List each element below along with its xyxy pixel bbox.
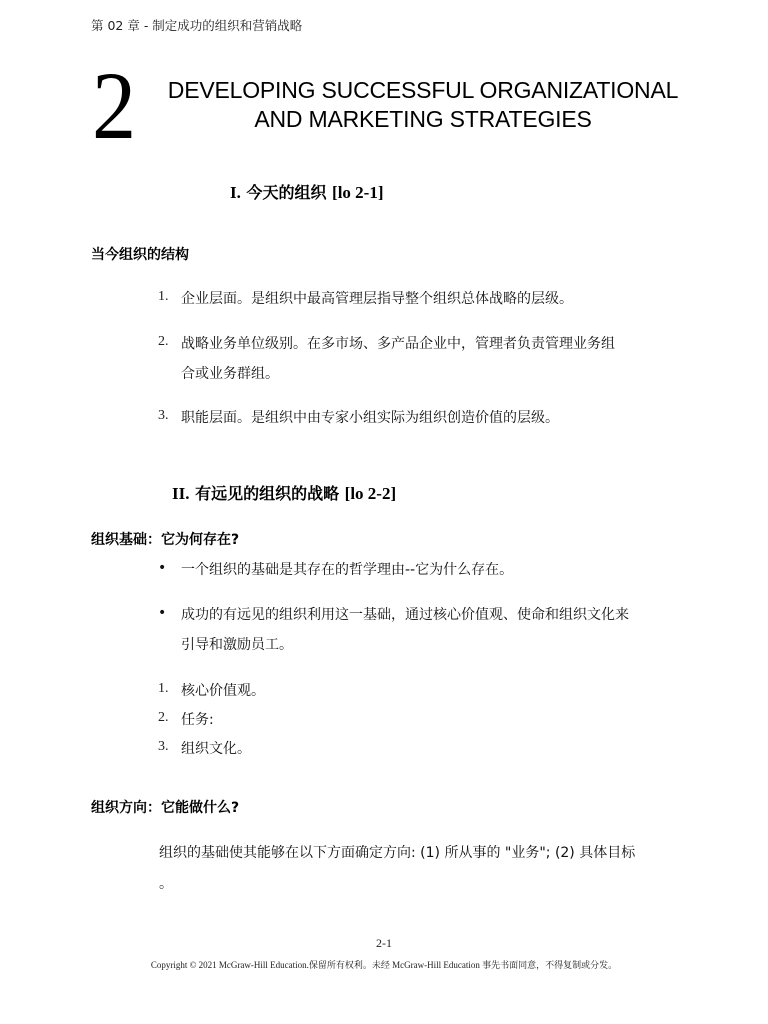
list-marker: 3. bbox=[158, 739, 169, 754]
section-2-lo: [lo 2-2] bbox=[344, 484, 397, 503]
list-item-text: 职能层面。是组织中由专家小组实际为组织创造价值的层级。 bbox=[181, 410, 559, 426]
section-2-roman: II. bbox=[172, 484, 190, 503]
chapter-title bbox=[158, 76, 688, 134]
section-2-subheading-foundation: 组织基础：它为何存在? bbox=[91, 532, 240, 548]
list-item-text: 企业层面。是组织中最高管理层指导整个组织总体战略的层级。 bbox=[181, 291, 573, 307]
section-1-title: 今天的组织 bbox=[246, 183, 327, 202]
list-item-text-continued: 合或业务群组。 bbox=[181, 366, 279, 382]
chapter-number: 2 bbox=[92, 52, 137, 159]
chapter-title-line-2: AND MARKETING STRATEGIES bbox=[254, 106, 592, 132]
page-number: 2-1 bbox=[376, 936, 392, 950]
list-item-text: 成功的有远见的组织利用这一基础，通过核心价值观、使命和组织文化来 bbox=[181, 607, 629, 623]
list-item-text: 战略业务单位级别。在多市场、多产品企业中，管理者负责管理业务组 bbox=[181, 336, 615, 352]
list-marker: 2. bbox=[158, 710, 169, 725]
section-1-roman: I. bbox=[230, 183, 241, 202]
list-item-text: 核心价值观。 bbox=[181, 683, 265, 699]
chapter-title-line-1: DEVELOPING SUCCESSFUL ORGANIZATIONAL bbox=[167, 77, 679, 103]
section-2-heading bbox=[172, 481, 396, 504]
list-item-text: 组织文化。 bbox=[181, 741, 251, 757]
list-marker: 2. bbox=[158, 334, 169, 349]
section-2-title: 有远见的组织的战略 bbox=[195, 484, 340, 503]
list-item-text-continued: 引导和激励员工。 bbox=[181, 637, 293, 653]
copyright-notice: Copyright © 2021 McGraw-Hill Education.保留所有权利。未经 McGraw-Hill Education 事先书面同意，不得复制或分发。 bbox=[150, 960, 618, 970]
list-marker: 1. bbox=[158, 681, 169, 696]
paragraph-line-2: 。 bbox=[159, 876, 173, 892]
list-marker: 1. bbox=[158, 289, 169, 304]
paragraph-line-1: 组织的基础使其能够在以下方面确定方向: (1) 所从事的 "业务"; (2) 具体目标 bbox=[159, 845, 636, 861]
section-2-subheading-direction: 组织方向：它能做什么? bbox=[91, 800, 240, 816]
list-item-text: 一个组织的基础是其存在的哲学理由--它为什么存在。 bbox=[181, 562, 514, 578]
section-1-heading bbox=[230, 180, 384, 203]
section-1-subheading: 当今组织的结构 bbox=[91, 247, 189, 263]
section-1-lo: [lo 2-1] bbox=[332, 183, 384, 202]
list-marker: 3. bbox=[158, 408, 169, 423]
list-item-text: 任务: bbox=[181, 712, 214, 728]
bullet-marker: • bbox=[158, 605, 167, 621]
bullet-marker: • bbox=[158, 560, 167, 576]
running-head: 第 02 章 - 制定成功的组织和营销战略 bbox=[91, 18, 303, 33]
